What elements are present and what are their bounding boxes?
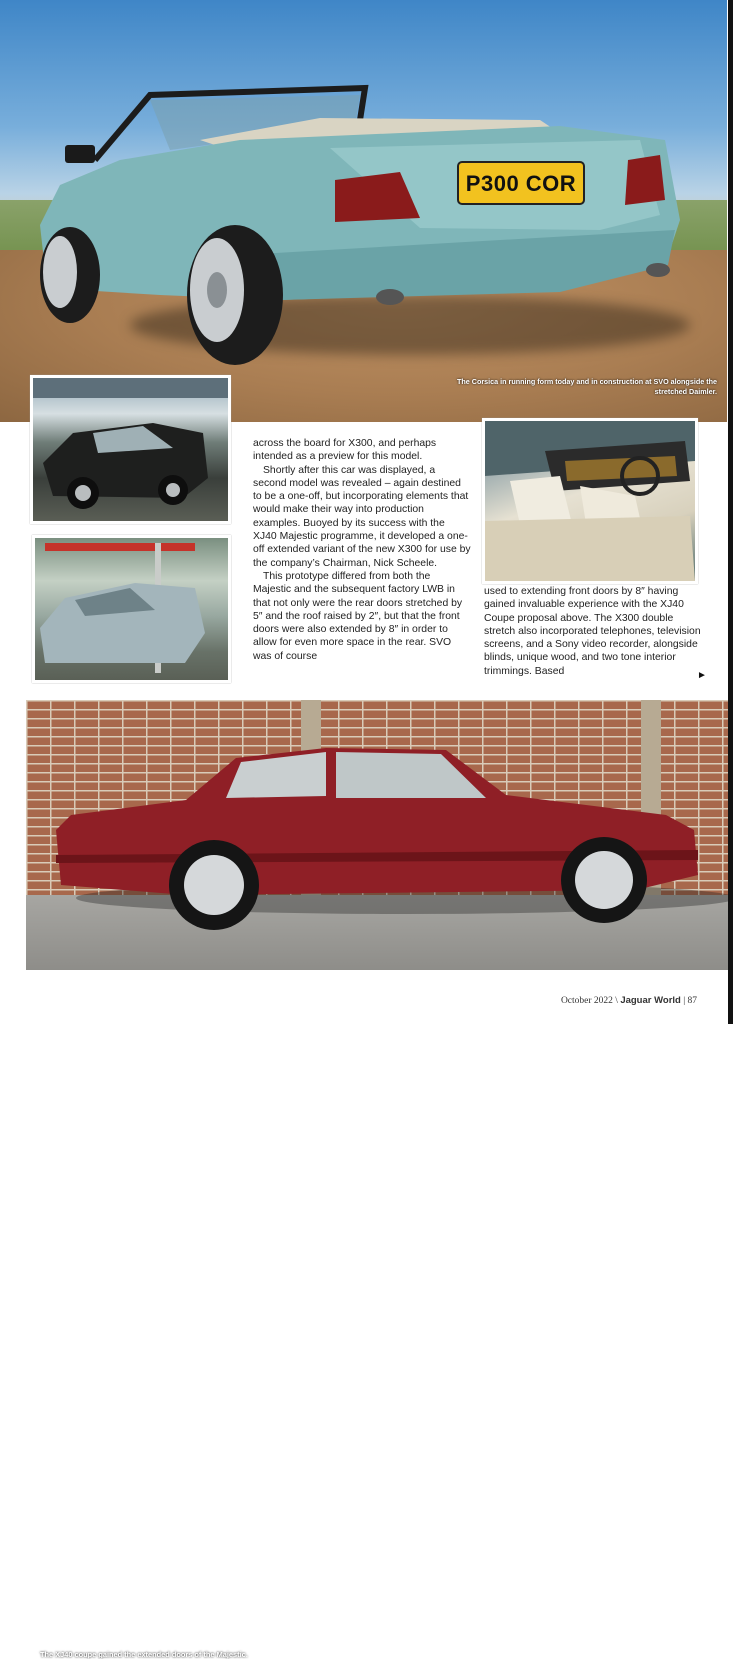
body-shell-illustration	[35, 538, 228, 680]
footer-separator: \	[615, 996, 618, 1006]
page-edge	[728, 0, 733, 1024]
photo-corsica-interior	[482, 418, 698, 584]
number-plate-text: P300 COR	[465, 171, 577, 196]
workshop-black-car-illustration	[33, 378, 228, 521]
article-column-1	[253, 437, 471, 663]
interior-illustration	[485, 421, 695, 581]
paragraph: This prototype differed from both the Majestic and the subsequent factory LWB in that not only were the rear doors stretched by 5″ and the roof raised by 2″, but that the front doors were also extended by 8″ in order to allow for even more space in the rear. SVO was of course	[253, 570, 463, 662]
photo-svo-workshop-black-car	[30, 375, 231, 524]
page-footer	[561, 995, 697, 1006]
paragraph: across the board for X300, and perhaps intended as a preview for this model.	[253, 438, 437, 463]
xj40-coupe-illustration	[26, 700, 729, 970]
bottom-photo-caption: The XJ40 coupe gained the extended doors of the Majestic.	[40, 1650, 248, 1659]
continue-arrow-icon: ►	[697, 670, 707, 681]
issue-date: October 2022	[560, 996, 613, 1006]
hero-photo-corsica	[0, 0, 727, 422]
magazine-title: Jaguar World	[620, 995, 681, 1006]
footer-divider: |	[683, 996, 686, 1006]
paragraph: Shortly after this car was displayed, a second model was revealed – again destined to be a one-off, but incorporating elements that would make their way into production examples. Buoyed by its success with the XJ40 Majestic programme, it developed a one-off extended variant of the new X300 for use by the company’s Chairman, Nick Scheele.	[253, 464, 471, 569]
corsica-car-illustration	[0, 0, 727, 422]
photo-body-shell-on-jig	[32, 535, 231, 683]
article-column-2	[484, 585, 704, 678]
paragraph: used to extending front doors by 8″ having gained invaluable experience with the XJ40 Coupe proposal above. The X300 double stretch also incorporated telephones, television screens, and a Sony video recorder, alongside blinds, unique wood, and two tone interior trimmings. Based	[484, 586, 701, 677]
hero-caption: The Corsica in running form today and in construction at SVO alongside the stretched Daimler.	[457, 377, 717, 396]
page-number: 87	[687, 996, 697, 1006]
